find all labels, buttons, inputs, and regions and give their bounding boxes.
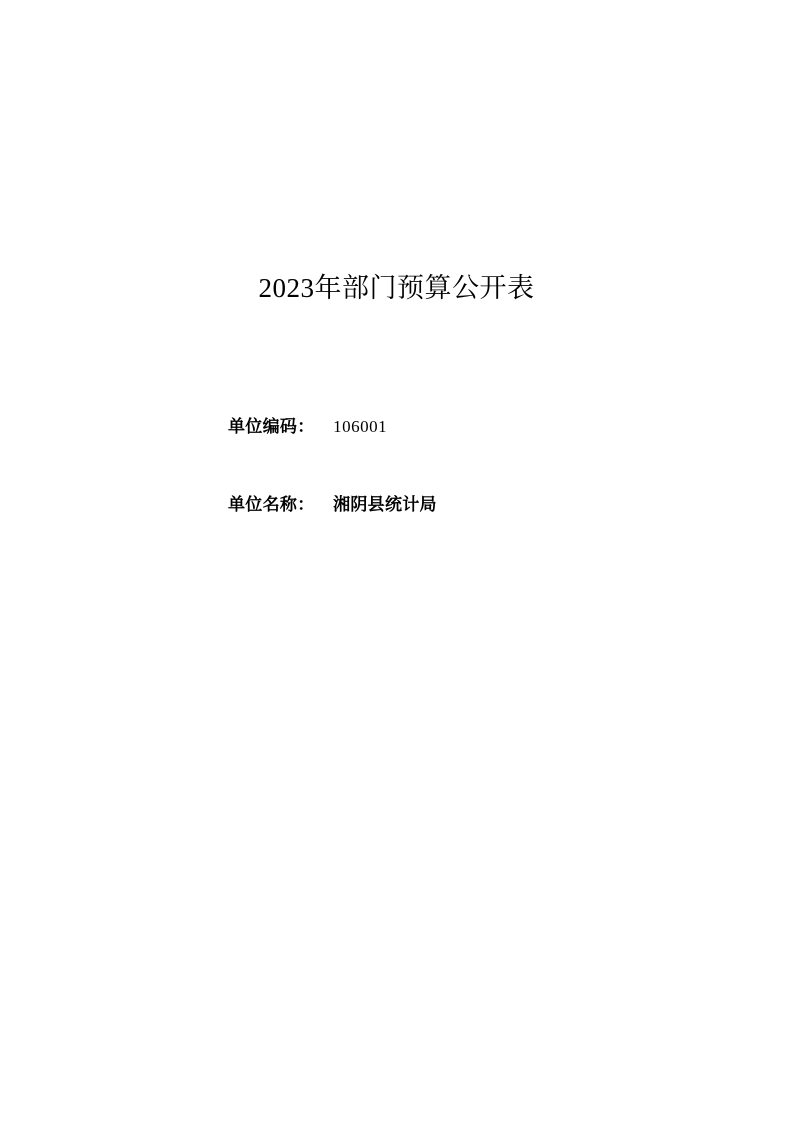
unit-code-label: 单位编码： <box>228 417 315 436</box>
unit-code-row <box>228 412 387 437</box>
unit-code-value: 106001 <box>333 417 388 436</box>
page-title: 2023年部门预算公开表 <box>258 273 535 304</box>
unit-name-row <box>228 490 437 515</box>
unit-name-label: 单位名称： <box>228 495 315 514</box>
unit-name-value: 湘阴县统计局 <box>333 495 437 514</box>
